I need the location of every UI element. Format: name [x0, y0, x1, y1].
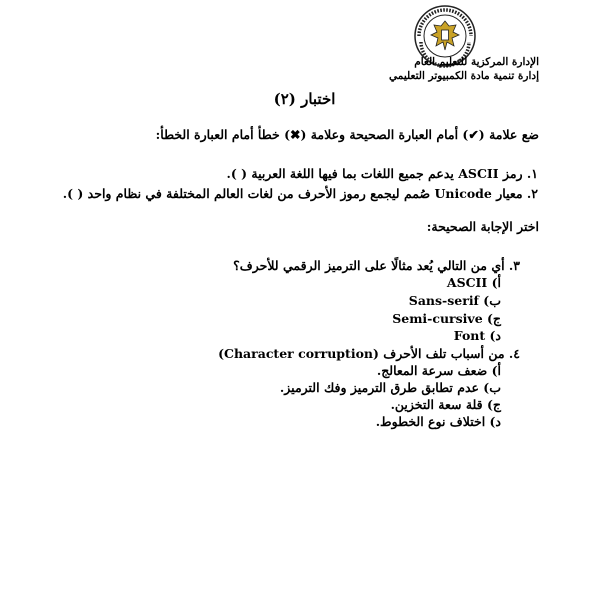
question-3-option-c: ج) Semi-cursive — [392, 311, 501, 326]
question-4-option-d: د) اختلاف نوع الخطوط. — [375, 414, 501, 429]
question-3-option-a: أ) ASCII — [446, 275, 501, 290]
question-4-option-b: ب) عدم تطابق طرق الترميز وفك الترميز. — [279, 380, 501, 395]
question-3: ٣. أي من التالي يُعد مثالًا على الترميز الرقمي للأحرف؟ — [233, 258, 520, 273]
org-line-1: الإدارة المركزية للتعليم العام — [414, 56, 539, 68]
question-4: ٤. من أسباب تلف الأحرف (Character corruption) — [218, 346, 520, 361]
exam-title: اختبار (٢) — [273, 90, 336, 108]
question-4-option-a: أ) ضعف سرعة المعالج. — [376, 363, 501, 378]
section2-instruction: اختر الإجابة الصحيحة: — [426, 219, 539, 234]
question-3-option-d: د) Font — [453, 328, 501, 343]
org-line-2: إدارة تنمية مادة الكمبيوتر التعليمي — [389, 70, 539, 82]
question-4-option-c: ج) قلة سعة التخزين. — [390, 397, 501, 412]
question-1: ١. رمز ASCII يدعم جميع اللغات بما فيها اللغة العربية ( ). — [226, 166, 538, 181]
question-3-option-b: ب) Sans-serif — [408, 293, 501, 308]
question-2: ٢. معيار Unicode صُمم ليجمع رموز الأحرف من لغات العالم المختلفة في نظام واحد ( ). — [62, 186, 538, 201]
section1-instruction: ضع علامة (✔) أمام العبارة الصحيحة وعلامة (✖) خطأ أمام العبارة الخطأ: — [155, 127, 539, 142]
